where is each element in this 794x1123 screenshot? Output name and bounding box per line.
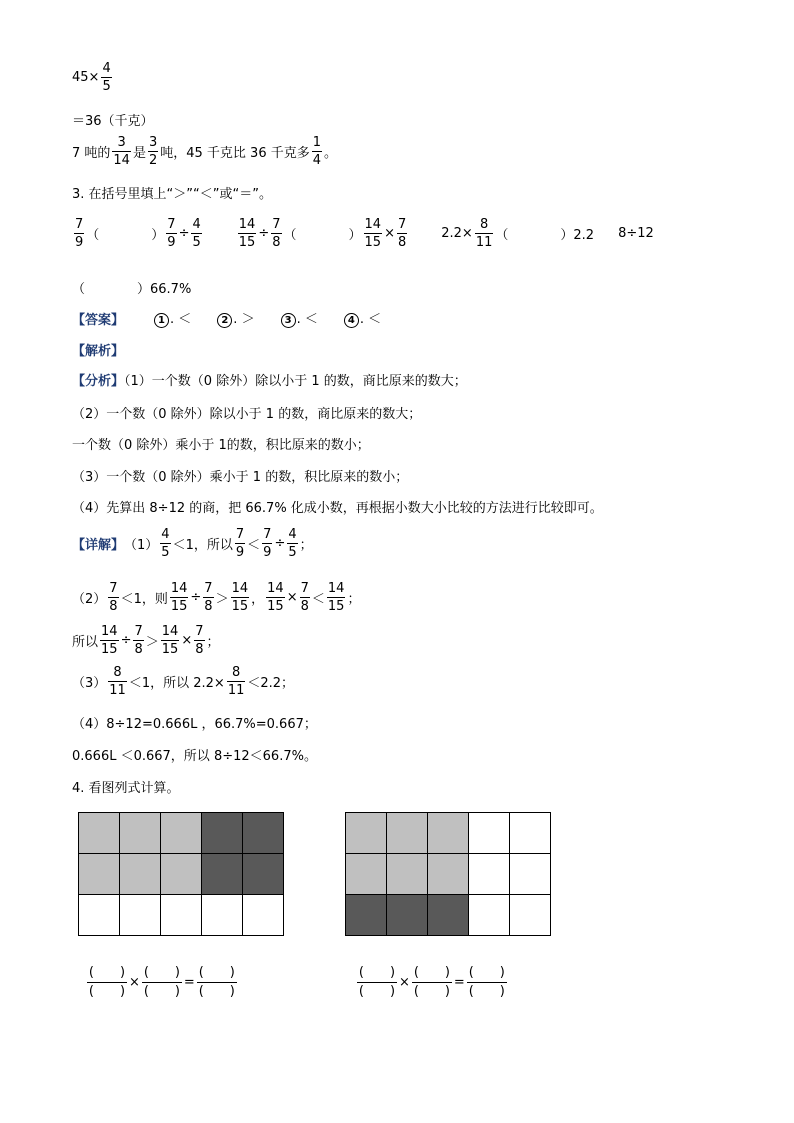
grid-cell-light [387,813,428,854]
detail-line-3 [72,666,294,697]
grid-cell-light [346,854,387,895]
times-sign: × [181,633,193,648]
grid-cell-light [161,813,202,854]
text: （2） [72,592,107,607]
text: 所以 [72,635,99,650]
divide-sign: ÷ [178,226,190,241]
text: 吨，45 千克比 36 千克多 [160,146,310,161]
grid-cell-white [202,895,243,936]
answer-line [72,308,381,328]
question-3-title: 3. 在括号里填上“＞”“＜”或“＝”。 [72,187,272,202]
fraction: $\frac{3}{14}$ [113,135,130,168]
grid-cell-light [387,854,428,895]
blank-fraction[interactable]: $\frac{( )}{( )}$ [413,965,450,999]
equals-sign: = [183,974,195,990]
fraction: $\frac{4}{5}$ [102,61,111,94]
grid-cell-light [161,854,202,895]
analysis-line-1 [72,370,467,389]
text: 7 吨的 [72,146,111,161]
detail-line-4: （4）8÷12=0.666L ，66.7%=0.667； [72,717,317,732]
q3-row-1 [72,218,654,249]
text: ＜1，则 [120,592,168,607]
grid-cell-dark [243,813,284,854]
grid-cell-light [428,854,469,895]
lt-sign: ＜ [311,592,325,607]
fraction: $\frac{7}{8}$ [204,581,213,614]
grid-cell-dark [202,813,243,854]
analysis-label: 【分析】 [72,374,125,389]
blank-fraction[interactable]: $\frac{( )}{( )}$ [358,965,396,999]
fraction: $\frac{14}{15}$ [101,624,118,657]
fraction: $\frac{7}{9}$ [75,217,84,250]
calc-text: 45× [72,70,100,85]
answer-blank[interactable]: （ ） [283,228,362,243]
answer-blank[interactable]: （ ） [86,228,165,243]
answer-3: 3 . ＜ [281,308,318,328]
fraction: $\frac{7}{9}$ [167,217,176,250]
equation-right [355,966,509,998]
answer-2: 2 . ＞ [217,308,254,328]
grid-cell-white [510,854,551,895]
grid-cell-white [510,813,551,854]
fraction: $\frac{1}{4}$ [312,135,322,168]
answer-blank[interactable]: （ ）2.2 [495,228,595,243]
fraction: $\frac{14}{15}$ [170,581,188,614]
divide-sign: ÷ [274,536,286,551]
q3-row-2: （ ）66.7% [72,282,192,297]
fraction: $\frac{7}{8}$ [109,581,118,614]
blank-fraction[interactable]: $\frac{( )}{( )}$ [468,965,505,999]
gt-sign: ＞ [145,635,159,650]
shaded-grid-right [345,812,551,936]
fraction: $\frac{14}{15}$ [238,217,256,250]
text: 。 [324,146,338,161]
analysis-line-3: （3）一个数（0 除外）乘小于 1 的数，积比原来的数小； [72,470,409,485]
divide-sign: ÷ [258,226,270,241]
grid-cell-white [243,895,284,936]
fraction: $\frac{14}{15}$ [161,624,179,657]
grid-cell-white [469,854,510,895]
text: ＜1，所以 [172,538,233,553]
text: ； [206,635,220,650]
equation-left [85,966,239,998]
text: 2.2× [441,226,473,241]
fraction: $\frac{14}{15}$ [364,217,382,250]
text: 8÷12 [618,226,654,241]
answer-1: 1 . ＜ [154,308,191,328]
fraction: $\frac{14}{15}$ [267,581,284,614]
detail-line-2b [72,625,220,656]
question-4-title: 4. 看图列式计算。 [72,781,180,796]
grid-cell-white [120,895,161,936]
text: （1）一个数（0 除外）除以小于 1 的数，商比原来的数大； [124,374,467,389]
grid-cell-light [79,813,120,854]
divide-sign: ÷ [120,633,132,648]
grid-cell-light [120,813,161,854]
grid-cell-dark [202,854,243,895]
lt-sign: ＜ [247,538,261,553]
fraction: $\frac{3}{2}$ [148,135,158,168]
text: （3） [72,676,107,691]
analysis-line-2: （2）一个数（0 除外）除以小于 1 的数，商比原来的数大； [72,407,422,422]
text: ＜2.2； [247,676,295,691]
grid-cell-white [469,895,510,936]
fraction: $\frac{7}{9}$ [263,527,272,560]
explanation-label: 【解析】 [72,344,125,359]
answer-label: 【答案】 [72,312,125,328]
grid-cell-white [510,895,551,936]
fraction: $\frac{14}{15}$ [327,581,345,614]
fraction: $\frac{14}{15}$ [231,581,249,614]
fraction: $\frac{7}{9}$ [235,527,245,560]
fraction: $\frac{8}{11}$ [109,665,126,698]
blank-fraction[interactable]: $\frac{( )}{( )}$ [198,965,235,999]
grid-cell-light [79,854,120,895]
text: 是 [132,146,146,161]
fraction: $\frac{8}{11}$ [475,217,493,250]
text: ＜1，所以 2.2× [128,676,225,691]
times-sign: × [129,974,140,990]
fraction: $\frac{4}{5}$ [161,527,170,560]
text: ， [251,592,265,607]
calc-line-2: ＝36（千克） [72,114,154,129]
fraction: $\frac{8}{11}$ [227,665,245,698]
text: （1） [124,538,159,553]
calc-line-3 [72,136,337,167]
detail-label: 【详解】 [72,538,125,553]
blank-fraction[interactable]: $\frac{( )}{( )}$ [143,965,180,999]
times-sign: × [286,590,298,605]
fraction: $\frac{7}{8}$ [397,217,407,250]
equals-sign: = [453,974,465,990]
grid-cell-light [428,813,469,854]
detail-line-2 [72,582,360,613]
detail-line-4b: 0.666L ＜0.667，所以 8÷12＜66.7%。 [72,749,317,764]
fraction: $\frac{7}{8}$ [134,624,143,657]
fraction: $\frac{4}{5}$ [288,527,297,560]
fraction: $\frac{7}{8}$ [300,581,309,614]
grid-cell-white [161,895,202,936]
calc-line-1 [72,62,114,93]
grid-cell-dark [387,895,428,936]
gt-sign: ＞ [215,592,229,607]
times-sign: × [384,226,395,241]
grid-cell-white [469,813,510,854]
grid-cell-dark [428,895,469,936]
detail-line-1 [72,528,313,559]
grid-cell-dark [346,895,387,936]
text: ； [299,538,313,553]
fraction: $\frac{7}{8}$ [272,217,281,250]
blank-fraction[interactable]: $\frac{( )}{( )}$ [88,965,126,999]
grid-cell-light [120,854,161,895]
divide-sign: ÷ [190,590,202,605]
times-sign: × [399,974,410,990]
analysis-line-2b: 一个数（0 除外）乘小于 1的数，积比原来的数小； [72,438,370,453]
grid-cell-dark [243,854,284,895]
fraction: $\frac{4}{5}$ [192,217,201,250]
analysis-line-4: （4）先算出 8÷12 的商，把 66.7% 化成小数，再根据小数大小比较的方法进行比较即可。 [72,501,603,516]
fraction: $\frac{7}{8}$ [195,624,204,657]
grid-cell-white [79,895,120,936]
shaded-grid-left [78,812,284,936]
answer-4: 4 . ＜ [344,308,381,328]
grid-cell-light [346,813,387,854]
text: ； [347,592,361,607]
